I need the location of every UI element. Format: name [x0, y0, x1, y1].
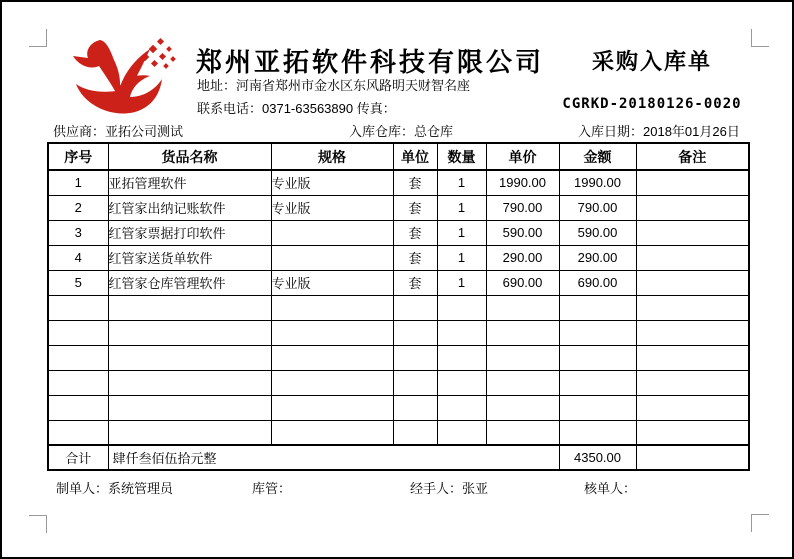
total-row — [48, 445, 749, 470]
table-row — [48, 195, 749, 220]
document-number: CGRKD-20180126-0020 — [562, 96, 742, 112]
table-cell — [108, 320, 271, 345]
table-cell — [636, 295, 749, 320]
table-cell: 套 — [393, 220, 437, 245]
total-remark-cell — [636, 445, 749, 470]
table-cell: 290.00 — [559, 245, 636, 270]
table-cell — [559, 420, 636, 445]
supplier-field — [53, 121, 183, 140]
column-header: 货品名称 — [108, 143, 271, 170]
table-row — [48, 420, 749, 445]
table-cell: 590.00 — [486, 220, 559, 245]
column-header: 金额 — [559, 143, 636, 170]
inbound-date-value: 2018年01月26日 — [643, 124, 740, 139]
table-cell — [271, 320, 393, 345]
company-logo-icon — [64, 32, 188, 122]
table-cell — [108, 295, 271, 320]
supplier-label: 供应商： — [53, 124, 106, 139]
table-cell — [271, 220, 393, 245]
handler-field — [410, 478, 488, 497]
table-cell: 红管家仓库管理软件 — [108, 270, 271, 295]
table-row — [48, 395, 749, 420]
table-cell — [48, 420, 108, 445]
table-cell — [437, 370, 486, 395]
total-amount: 4350.00 — [559, 445, 636, 470]
table-cell — [636, 220, 749, 245]
crop-mark-bottom-left — [29, 515, 47, 533]
supplier-value: 亚拓公司测试 — [105, 124, 184, 139]
column-header: 备注 — [636, 143, 749, 170]
table-cell — [108, 420, 271, 445]
document-title: 采购入库单 — [591, 49, 712, 74]
keeper-label: 库管： — [252, 481, 292, 496]
table-cell: 专业版 — [271, 195, 393, 220]
table-cell — [393, 370, 437, 395]
table-cell — [48, 345, 108, 370]
table-cell: 1 — [48, 170, 108, 195]
table-cell: 290.00 — [486, 245, 559, 270]
table-cell: 红管家票据打印软件 — [108, 220, 271, 245]
table-cell — [393, 320, 437, 345]
goods-table-body — [48, 170, 749, 470]
company-address: 地址：河南省郑州市金水区东风路明天财智名座 — [197, 78, 471, 93]
table-cell — [636, 345, 749, 370]
table-cell — [559, 295, 636, 320]
table-cell — [393, 345, 437, 370]
table-cell — [636, 195, 749, 220]
inbound-date-label: 入库日期： — [578, 124, 644, 139]
checker-field — [584, 478, 636, 497]
inbound-date-field — [578, 121, 740, 140]
table-cell: 套 — [393, 170, 437, 195]
table-cell — [486, 395, 559, 420]
total-label: 合计 — [48, 445, 108, 470]
table-cell — [108, 345, 271, 370]
table-cell — [48, 370, 108, 395]
table-cell: 专业版 — [271, 270, 393, 295]
table-cell: 4 — [48, 245, 108, 270]
table-cell: 790.00 — [486, 195, 559, 220]
table-cell: 套 — [393, 195, 437, 220]
table-cell: 红管家出纳记账软件 — [108, 195, 271, 220]
warehouse-field — [349, 121, 453, 140]
table-cell — [636, 270, 749, 295]
table-row — [48, 270, 749, 295]
crop-mark-bottom-right — [751, 514, 769, 532]
table-cell — [559, 345, 636, 370]
table-cell — [486, 295, 559, 320]
table-cell — [48, 295, 108, 320]
column-header: 序号 — [48, 143, 108, 170]
table-cell: 1 — [437, 270, 486, 295]
table-cell — [108, 395, 271, 420]
table-cell: 红管家送货单软件 — [108, 245, 271, 270]
table-row — [48, 220, 749, 245]
table-cell — [271, 370, 393, 395]
table-cell: 专业版 — [271, 170, 393, 195]
table-row — [48, 245, 749, 270]
table-cell — [48, 320, 108, 345]
table-cell — [486, 420, 559, 445]
table-cell: 套 — [393, 270, 437, 295]
handler-value: 张亚 — [462, 481, 489, 496]
table-row — [48, 170, 749, 195]
table-cell: 1990.00 — [486, 170, 559, 195]
goods-table-header — [48, 143, 749, 170]
table-cell: 790.00 — [559, 195, 636, 220]
table-cell — [271, 420, 393, 445]
table-row — [48, 320, 749, 345]
company-phone-fax: 联系电话：0371-63563890 传真： — [197, 101, 396, 116]
crop-mark-top-left — [29, 29, 47, 47]
table-cell — [437, 395, 486, 420]
checker-label: 核单人： — [584, 481, 637, 496]
table-cell — [108, 370, 271, 395]
table-cell — [393, 295, 437, 320]
table-cell: 690.00 — [559, 270, 636, 295]
document-title-block — [532, 45, 772, 112]
table-cell — [271, 395, 393, 420]
table-cell — [486, 320, 559, 345]
table-cell — [437, 320, 486, 345]
header-row — [48, 143, 749, 170]
table-cell: 3 — [48, 220, 108, 245]
table-cell: 1 — [437, 245, 486, 270]
table-cell: 2 — [48, 195, 108, 220]
table-cell — [393, 420, 437, 445]
column-header: 单位 — [393, 143, 437, 170]
table-cell — [48, 395, 108, 420]
table-cell — [636, 370, 749, 395]
maker-value: 系统管理员 — [108, 481, 174, 496]
table-cell — [559, 395, 636, 420]
table-cell — [559, 320, 636, 345]
table-row — [48, 345, 749, 370]
table-cell — [636, 170, 749, 195]
handler-label: 经手人： — [410, 481, 463, 496]
table-cell: 亚拓管理软件 — [108, 170, 271, 195]
table-cell — [437, 420, 486, 445]
goods-table — [47, 142, 750, 471]
maker-field — [56, 478, 173, 497]
table-cell — [636, 245, 749, 270]
table-cell — [486, 370, 559, 395]
table-cell: 1 — [437, 220, 486, 245]
maker-label: 制单人： — [56, 481, 109, 496]
warehouse-label: 入库仓库： — [349, 124, 415, 139]
table-cell: 1 — [437, 195, 486, 220]
column-header: 规格 — [271, 143, 393, 170]
table-cell — [636, 320, 749, 345]
table-cell — [636, 420, 749, 445]
table-cell — [271, 295, 393, 320]
table-cell — [636, 395, 749, 420]
column-header: 单价 — [486, 143, 559, 170]
company-name: 郑州亚拓软件科技有限公司 — [196, 47, 545, 77]
table-cell — [437, 345, 486, 370]
table-cell: 590.00 — [559, 220, 636, 245]
table-cell — [486, 345, 559, 370]
table-cell: 5 — [48, 270, 108, 295]
table-cell: 1 — [437, 170, 486, 195]
warehouse-value: 总仓库 — [414, 124, 454, 139]
keeper-field — [252, 478, 291, 497]
table-cell — [271, 345, 393, 370]
table-cell: 690.00 — [486, 270, 559, 295]
table-row — [48, 295, 749, 320]
table-cell: 套 — [393, 245, 437, 270]
table-cell — [559, 370, 636, 395]
table-cell — [393, 395, 437, 420]
table-cell — [437, 295, 486, 320]
column-header: 数量 — [437, 143, 486, 170]
table-cell — [271, 245, 393, 270]
total-amount-in-words: 肆仟叁佰伍拾元整 — [108, 445, 559, 470]
table-cell: 1990.00 — [559, 170, 636, 195]
table-row — [48, 370, 749, 395]
